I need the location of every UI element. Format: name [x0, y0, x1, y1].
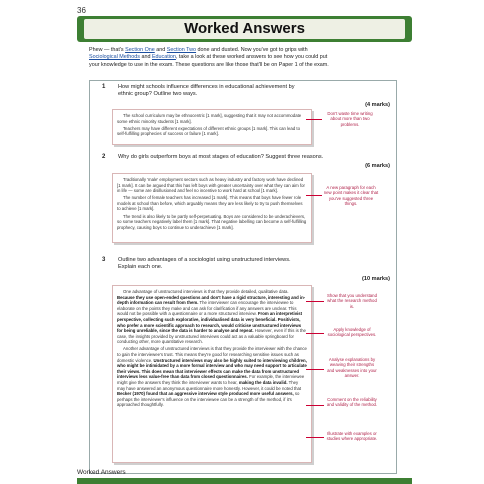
question-text: How might schools influence differences in educational achievement by ethnic group? Outline two ways. — [118, 84, 295, 98]
answer-highlight: From an interpretivist perspective, collecting such explorative, individualised data is very beneficial. Positivists, who prefer a more scientific approach to research, would criticise unstructured interviews for being unreliable, since the data is harder to analyse and repeat. — [117, 311, 303, 334]
margin-note: Analyse explanations by weaving their strengths and weaknesses into your answer. — [327, 357, 377, 379]
link-education[interactable]: Education — [151, 54, 176, 61]
margin-note: Illustrate with examples or studies where appropriate. — [326, 431, 378, 442]
marks-label: (6 marks) — [365, 163, 390, 169]
answer-highlight: Becker (1970) found that an aggressive interview style produced more useful answers, — [117, 391, 294, 397]
note-pointer — [306, 195, 322, 196]
footer-label: Worked Answers — [77, 469, 126, 476]
intro-segment: Phew — that's — [89, 47, 126, 53]
answer-paragraph: The number of female teachers has increased [1 mark]. This means that boys have fewer role models at school than before, which arguably means they are less likely to try to push themselves to achieve [1 mark]. — [117, 195, 303, 212]
answer-text: The interviewer can encourage the interviewee to elaborate on the points they make and can ask for clarification if any answers are unclear. This would not be possible with a questionnaire or a more structured interview. — [117, 300, 297, 317]
link-section-one[interactable]: Section One — [125, 47, 155, 53]
question-line: Outline two advantages of a sociologist using unstructured interviews. — [118, 257, 291, 263]
page-number: 36 — [77, 6, 86, 15]
question-number: 1 — [102, 84, 106, 90]
answer-text: One advantage of unstructured interviews is that they provide detailed, qualitative data. — [123, 289, 289, 294]
note-pointer — [306, 405, 324, 406]
intro-text — [89, 47, 394, 69]
marks-label: (10 marks) — [362, 276, 390, 282]
answer-box — [112, 285, 312, 463]
question-text: Why do girls outperform boys at most stages of education? Suggest three reasons. — [118, 154, 324, 160]
question-text — [118, 257, 358, 271]
answer-box — [112, 173, 312, 243]
footer-bar — [77, 478, 412, 484]
margin-note: Don't waste time writing about more than two problems. — [327, 111, 373, 127]
answer-paragraph: The trend is also likely to be partly self-perpetuating. Boys are considered to be underachievers, so some teachers negatively label them [1 mark]. That negative labelling can become a self-fulfilling prophecy, causing boys to continue to underachieve [1 mark]. — [117, 213, 307, 230]
questions-panel — [89, 80, 397, 474]
note-pointer — [306, 119, 322, 120]
answer-highlight: Unstructured interviews may also be highly suited to interviewing children, who might be intimidated by a more formal interview and who may need support to articulate their views. This does mean that interviewer effects can make the data from unstructured interviews less value-free than data from closed questionnaires. — [117, 357, 307, 380]
note-pointer — [306, 369, 324, 370]
question-number: 2 — [102, 154, 106, 160]
answer-text: so perhaps the interviewer's influence on the interviewee can be a strength of the method, if it's approached thoughtfully. — [117, 391, 300, 408]
answer-highlight: Because they use open-ended questions and don't have a rigid structure, interesting and in-depth information can result from them. — [117, 294, 306, 306]
margin-note: Apply knowledge of sociological perspectives. — [327, 327, 377, 338]
answer-text: They may have answered an anonymous questionnaire more honestly. However, it could be noted that — [117, 380, 302, 391]
intro-segment: your knowledge to use in the exam. These questions are like those that'll be on Paper 1 of the exam. — [89, 61, 329, 68]
question-number: 3 — [102, 257, 106, 263]
margin-note: Comment on the reliability and validity of the method. — [326, 397, 378, 408]
answer-text: Another advantage of unstructured interviews is that they provide the interviewer with the chance to gain the interviewee's trust. This means they're good for researching sensitive issues such as domestic violence. — [117, 346, 307, 363]
marks-label: (4 marks) — [365, 102, 390, 108]
note-pointer — [306, 333, 324, 334]
answer-paragraph: The school curriculum may be ethnocentric [1 mark], suggesting that it may not accommodate some ethnic minority students [1 mark]. — [117, 113, 302, 124]
answer-text: For example, the interviewee might give the answers they think the interviewer wants to hear, — [117, 374, 305, 385]
intro-segment: , take a look at these worked answers to see how you could put — [175, 54, 328, 61]
answer-text: However, even if this is the case, the insights provided by unstructured interviews could act as a valuable springboard for conducting other, more quantitative research. — [117, 328, 306, 345]
note-pointer — [306, 301, 324, 302]
note-pointer — [306, 437, 324, 438]
answer-box — [112, 109, 312, 145]
answer-paragraph — [117, 346, 307, 408]
page-title: Worked Answers — [84, 19, 405, 39]
answer-paragraph: Traditionally 'male' employment sectors such as heavy industry and factory work have declined [1 mark]. It can be argued that this has left boys with greater uncertainty over what they can aim for in life — some are disillusioned and feel no incentive to work hard at school [1 mark]. — [117, 177, 305, 194]
question-line: Explain each one. — [118, 264, 163, 271]
answer-highlight: making the data invalid. — [238, 380, 288, 385]
intro-segment: and — [154, 47, 167, 53]
intro-segment: done and dusted. Now you've got to grips with — [196, 47, 308, 53]
margin-note: A new paragraph for each new point makes it clear that you've suggested three things. — [323, 185, 379, 207]
intro-segment: and — [139, 54, 152, 61]
margin-note: Show that you understand what the research method is. — [327, 293, 377, 309]
link-section-two[interactable]: Section Two — [166, 47, 197, 53]
answer-paragraph: Teachers may have different expectations of different ethnic groups [1 mark]. This can lead to self-fulfilling prophecies of success or failure [1 mark]. — [117, 125, 300, 137]
answer-paragraph — [117, 289, 307, 345]
link-sociological-methods[interactable]: Sociological Methods — [89, 54, 140, 61]
